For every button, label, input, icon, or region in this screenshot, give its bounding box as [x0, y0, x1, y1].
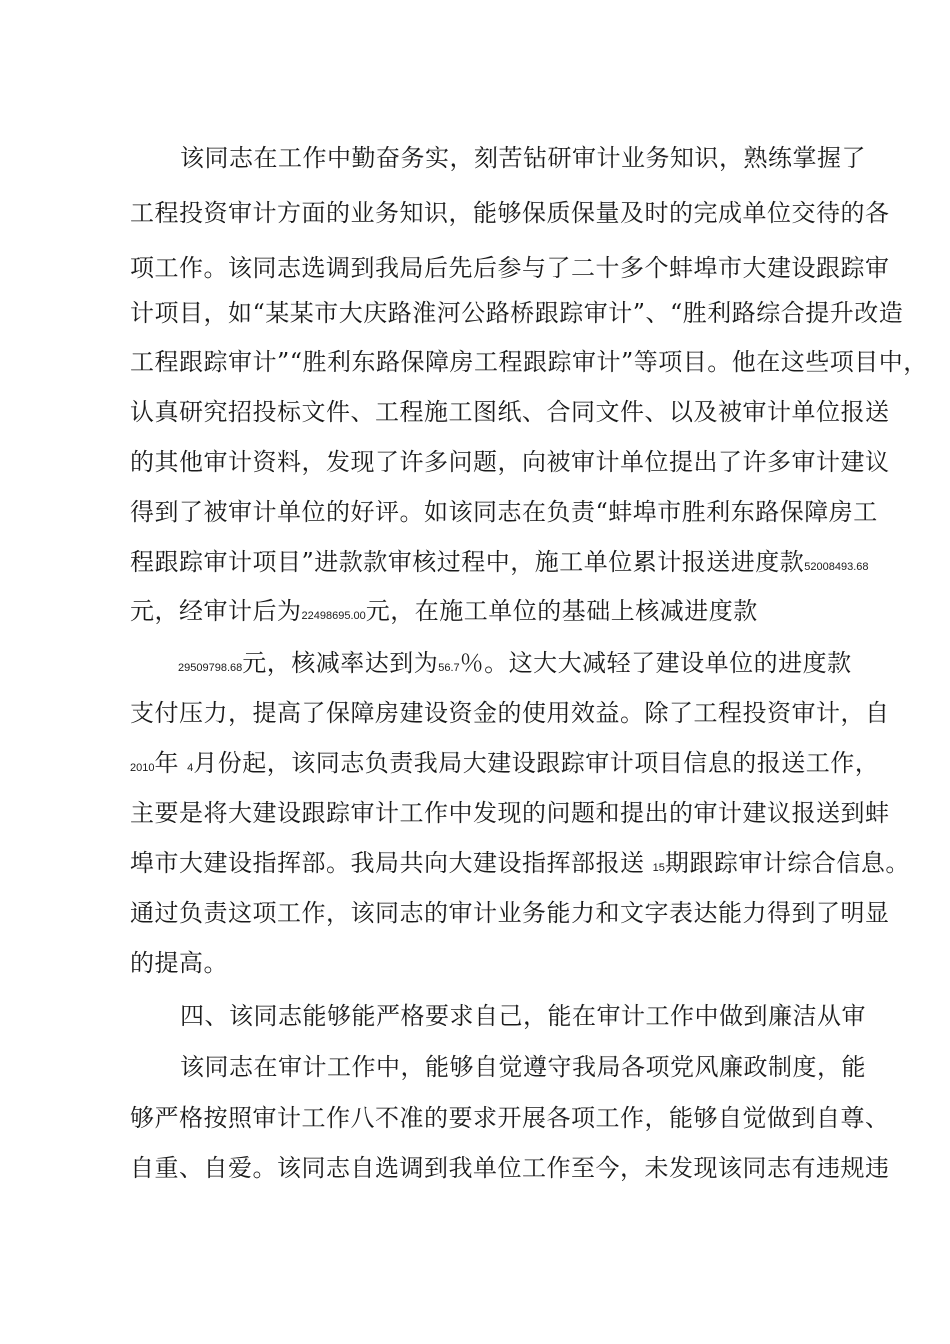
line-text: 月份起，该同志负责我局大建设跟踪审计项目信息的报送工作，	[193, 749, 880, 777]
line-text: 期跟踪审计综合信息。	[664, 849, 910, 877]
paragraph-line: 的提高。	[130, 949, 228, 977]
paragraph-line: 该同志在工作中勤奋务实，刻苦钻研审计业务知识，熟练掌握了	[180, 144, 866, 172]
amount-number: 52008493.68	[804, 561, 869, 573]
amount-number: 29509798.68	[178, 662, 243, 674]
paragraph-line	[130, 596, 850, 631]
paragraph-line	[130, 848, 910, 883]
paragraph-line: 主要是将大建设跟踪审计工作中发现的问题和提出的审计建议报送到蚌	[130, 799, 890, 827]
paragraph-line: 得到了被审计单位的好评。如该同志在负责“蚌埠市胜利东路保障房工	[130, 498, 878, 526]
paragraph-line: 认真研究招投标文件、工程施工图纸、合同文件、以及被审计单位报送	[130, 398, 890, 426]
paragraph-line	[130, 748, 880, 783]
count-number: 15	[652, 862, 665, 874]
paragraph-line: 计项目，如“某某市大庆路淮河公路桥跟踪审计”、“胜利路综合提升改造	[130, 299, 904, 327]
paragraph-line	[130, 547, 869, 582]
line-text: 元，在施工单位的基础上核减进度款	[365, 597, 758, 625]
line-text: 元，核减率达到为	[242, 649, 439, 677]
paragraph-line: 工程投资审计方面的业务知识，能够保质保量及时的完成单位交待的各	[130, 199, 890, 227]
paragraph-line: 该同志在审计工作中，能够自觉遵守我局各项党风廉政制度，能	[180, 1053, 866, 1081]
year-number: 2010	[130, 762, 155, 774]
paragraph-line: 通过负责这项工作，该同志的审计业务能力和文字表达能力得到了明显	[130, 899, 890, 927]
line-text: ％。这大大减轻了建设单位的进度款	[459, 649, 852, 677]
paragraph-line	[178, 648, 898, 683]
line-text: 年	[154, 749, 179, 777]
paragraph-line: 够严格按照审计工作八不准的要求开展各项工作，能够自觉做到自尊、	[130, 1104, 890, 1132]
section-heading: 四、该同志能够能严格要求自己，能在审计工作中做到廉洁从审	[180, 1002, 866, 1030]
paragraph-line: 项工作。该同志选调到我局后先后参与了二十多个蚌埠市大建设跟踪审	[130, 254, 890, 282]
paragraph-line: 的其他审计资料，发现了许多问题，向被审计单位提出了许多审计建议	[130, 448, 890, 476]
line-text: 埠市大建设指挥部。我局共向大建设指挥部报送	[130, 849, 645, 877]
paragraph-line: 工程跟踪审计”“胜利东路保障房工程跟踪审计”等项目。他在这些项目中，	[130, 348, 928, 376]
line-text: 元，经审计后为	[130, 597, 302, 625]
rate-number: 56.7	[438, 662, 460, 674]
amount-number: 22498695.00	[301, 610, 366, 622]
line-text: 程跟踪审计项目”进款款审核过程中，施工单位累计报送进度款	[130, 548, 805, 576]
month-number: 4	[187, 762, 194, 774]
paragraph-line: 自重、自爱。该同志自选调到我单位工作至今，未发现该同志有违规违	[130, 1154, 890, 1182]
paragraph-line: 支付压力，提高了保障房建设资金的使用效益。除了工程投资审计，自	[130, 699, 890, 727]
